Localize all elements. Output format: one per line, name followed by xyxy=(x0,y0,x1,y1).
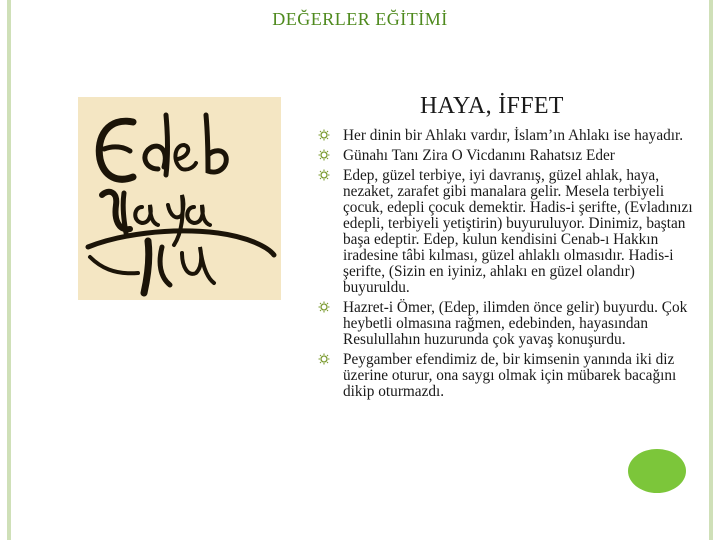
bullet-item xyxy=(318,148,703,164)
bullet-item xyxy=(318,128,703,144)
sun-bullet-icon xyxy=(318,129,330,141)
section-heading: HAYA, İFFET xyxy=(420,93,564,119)
calligraphy-image xyxy=(78,97,281,300)
bullet-item xyxy=(318,352,703,400)
bullet-item xyxy=(318,168,703,296)
green-circle-decoration xyxy=(628,449,686,493)
calligraphy-drawing xyxy=(78,97,281,300)
page-title: DEĞERLER EĞİTİMİ xyxy=(272,9,448,29)
bullet-text: Edep, güzel terbiye, iyi davranış, güzel ahlak, haya, nezaket, zarafet gibi manalara gelir. Mesela terbiyeli çocuk, edepli çocuk demektir. Hadis-i şerifte, (Evladınızı edepli, terbiyeli yetiştirin) buyuruluyor. Dinimiz, baştan başa edeptir. Edep, kulun kendisini Cenab-ı Hakkın iradesine tâbi kılması, güzel ahlaklı olmasıdır. Hadis-i şerifte, (Sizin en iyiniz, ahlakı en güzel olandır) buyuruldu. xyxy=(343,167,693,296)
sun-bullet-icon xyxy=(318,149,330,161)
bullet-text: Peygamber efendimiz de, bir kimsenin yanında iki diz üzerine oturur, ona saygı olmak için mübarek bacağını dikip oturmazdı. xyxy=(343,351,677,400)
sun-bullet-icon xyxy=(318,353,330,365)
bullet-text: Her dinin bir Ahlakı vardır, İslam’ın Ahlakı ise hayadır. xyxy=(343,127,684,144)
bullet-list xyxy=(318,128,703,400)
sun-bullet-icon xyxy=(318,301,330,313)
bullet-item xyxy=(318,300,703,348)
bullet-text: Günahı Tanı Zira O Vicdanını Rahatsız Eder xyxy=(343,147,615,164)
bullet-text: Hazret-i Ömer, (Edep, ilimden önce gelir) buyurdu. Çok heybetli olmasına rağmen, edebinden, hayasından Resulullahın huzurunda çok yavaş konuşurdu. xyxy=(343,299,688,348)
sun-bullet-icon xyxy=(318,169,330,181)
